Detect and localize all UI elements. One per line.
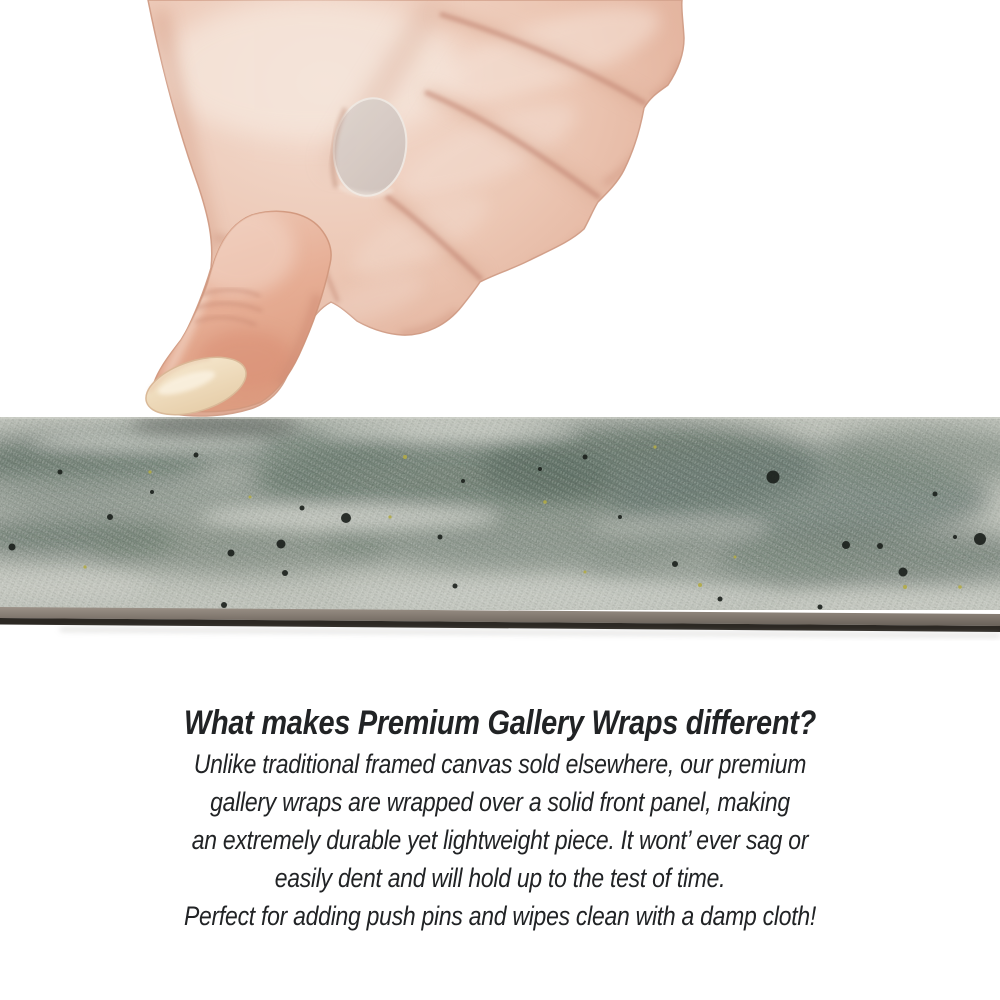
band-top-highlight	[0, 417, 1000, 419]
hand-photo	[0, 0, 1000, 430]
canvas-edge-band	[0, 417, 1000, 641]
caption-line-4: easily dent and will hold up to the test of time.	[274, 863, 726, 893]
caption-line-2: gallery wraps are wrapped over a solid front panel, making	[210, 787, 790, 817]
canvas-texture	[0, 417, 1000, 641]
caption	[75, 701, 925, 935]
caption-line-1: Unlike traditional framed canvas sold elsewhere, our premium	[193, 749, 807, 779]
caption-line-5: Perfect for adding push pins and wipes clean with a damp cloth!	[183, 901, 817, 931]
caption-heading: What makes Premium Gallery Wraps different?	[183, 704, 817, 742]
caption-line-3: an extremely durable yet lightweight piece. It wont’ ever sag or	[191, 825, 809, 855]
canvas-grain	[0, 417, 1000, 610]
